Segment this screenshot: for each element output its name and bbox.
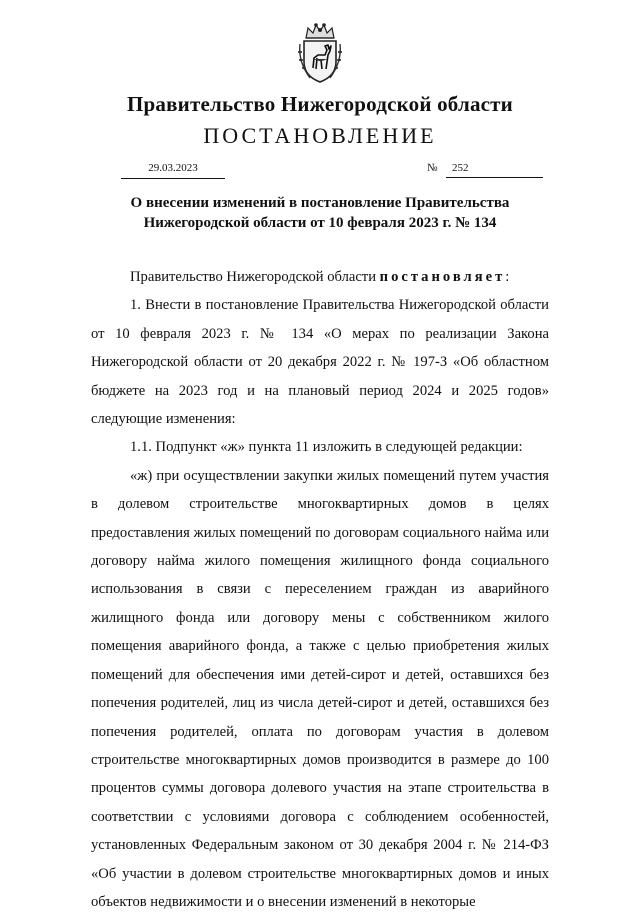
document-body [91, 263, 549, 916]
paragraph-1-1: 1.1. Подпункт «ж» пункта 11 изложить в следующей редакции: [130, 439, 523, 456]
subject-line-2: Нижегородской области от 10 февраля 2023 г. № 134 [143, 215, 497, 231]
subject-line-1: О внесении изменений в постановление Правительства [130, 195, 510, 211]
preamble [91, 263, 549, 291]
document-type: ПОСТАНОВЛЕНИЕ [203, 123, 437, 148]
document-date: 29.03.2023 [121, 162, 225, 179]
organization-title: Правительство Нижегородской области [127, 92, 513, 116]
document-number: 252 [446, 162, 543, 178]
preamble-suffix: : [505, 269, 510, 285]
paragraph-zh: «ж) при осуществлении закупки жилых помещений путем участия в долевом строительстве многоквартирных домов в целях предоставления жилых помещений по договорам социального найма или договору найма жилого помещения жилищного фонда социального использования в связи с переселением граждан из аварийного жилищного фонда или договору мены с собственником жилого помещения аварийного фонда, а также с целью приобретения жилых помещений для обеспечения ими детей-сирот и детей, оставшихся без попечения родителей, лиц из числа детей-сирот и детей, оставшихся без попечения родителей, оплата по договорам участия в долевом строительстве многоквартирных домов производится в размере до 100 процентов суммы договора долевого участия на этапе строительства в соответствии с условиями договора с соблюдением особенностей, установленных Федеральным законом от 30 декабря 2004 г. № 214-ФЗ «Об участии в долевом строительстве многоквартирных домов и иных объектов недвижимости и о внесении изменений в некоторые [91, 467, 549, 910]
preamble-verb: постановляет [379, 269, 506, 285]
document-number-label: № [427, 162, 438, 174]
paragraph-1: 1. Внести в постановление Правительства Нижегородской области от 10 февраля 2023 г. № 134 «О мерах по реализации Закона Нижегородской области от 20 декабря 2022 г. № 197-З «Об областном бюджете на 2023 год и на плановый период 2024 и 2025 годов» следующие изменения: [91, 297, 549, 428]
coat-of-arms-icon [296, 22, 344, 84]
document-subject [100, 193, 540, 233]
preamble-prefix: Правительство Нижегородской области [130, 269, 380, 285]
